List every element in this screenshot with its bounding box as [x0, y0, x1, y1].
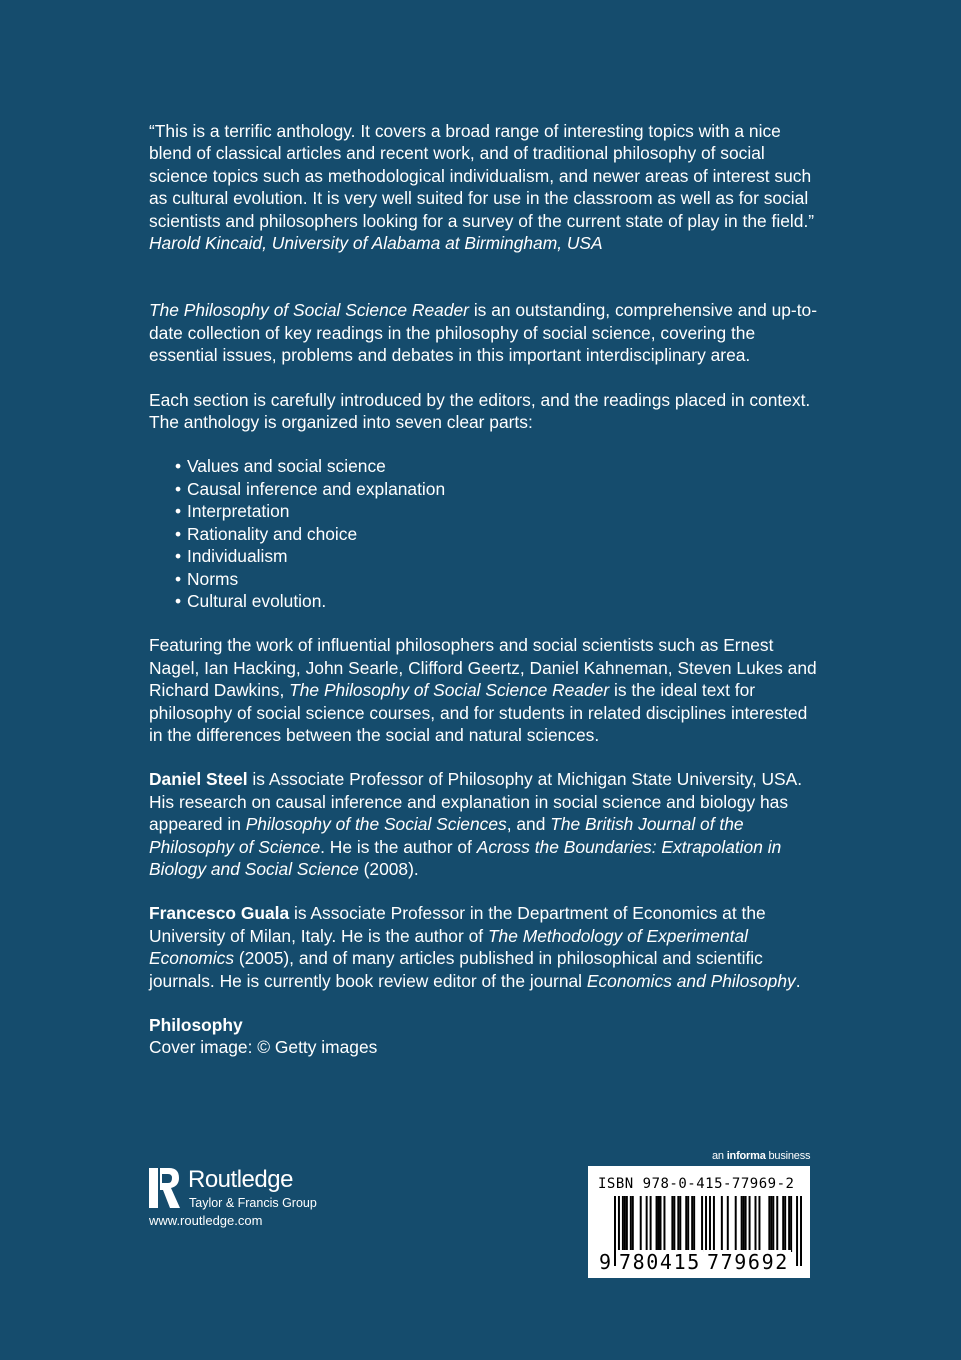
- informa-tagline: an informa business: [712, 1150, 811, 1162]
- parts-list-item-label: Individualism: [187, 546, 288, 567]
- ean-first-digit: 9: [599, 1250, 612, 1274]
- barcode-bar: [658, 1196, 660, 1252]
- barcode-bar: [693, 1196, 695, 1252]
- barcode-bar: [671, 1196, 673, 1252]
- editor-bio-guala: Francesco Guala is Associate Professor in the Department of Economics at the University of Milan, Italy. He is the author of The Methodology of Experimental Economics (2005), and of many articles published in philosophical and scientific journals. He is currently book review editor of the journal Economics and Philosophy.: [149, 903, 801, 991]
- description-paragraph-2: Each section is carefully introduced by the editors, and the readings placed in context. The anthology is organized into seven clear parts:: [149, 389, 811, 433]
- barcode-bar: [614, 1196, 616, 1266]
- editor-bio-steel: Daniel Steel is Associate Professor of Philosophy at Michigan State University, USA. His research on causal inference and explanation in social science and biology has appeared in Philosophy of the Social Sciences, and The British Journal of the Philosophy of Science. He is the author of Across the Boundaries: Extrapolation in Biology and Social Science (2008).: [149, 769, 803, 879]
- barcode-bar: [701, 1196, 703, 1252]
- barcode-bar: [677, 1196, 679, 1252]
- parts-list-item-label: Norms: [187, 568, 239, 589]
- parts-list-item: [149, 500, 817, 522]
- barcode-bar: [727, 1196, 729, 1252]
- barcode-bar: [640, 1196, 642, 1252]
- parts-list-item: [149, 523, 817, 545]
- parts-list-item: [149, 590, 817, 612]
- barcode-bar: [770, 1196, 772, 1252]
- parts-list-item: [149, 568, 817, 590]
- parts-list-item: [149, 478, 817, 500]
- barcode-bar: [796, 1196, 798, 1266]
- barcode-bar: [679, 1196, 681, 1252]
- barcode-bar: [776, 1196, 778, 1252]
- bullet-icon: •: [175, 523, 182, 544]
- routledge-r-icon: [149, 1166, 181, 1210]
- barcode-bar: [755, 1196, 757, 1252]
- barcode-bar: [630, 1196, 632, 1252]
- parts-list-item-label: Rationality and choice: [187, 523, 358, 544]
- barcode-bar: [743, 1196, 745, 1252]
- ean-right-digits: 779692: [707, 1250, 789, 1274]
- book-title-ref: The Philosophy of Social Science Reader: [289, 680, 610, 701]
- bullet-icon: •: [175, 590, 182, 611]
- parts-list-item-label: Interpretation: [187, 501, 290, 522]
- barcode-bar: [735, 1196, 737, 1252]
- barcode-bar: [656, 1196, 658, 1252]
- isbn-barcode: [588, 1166, 810, 1278]
- parts-list-item-label: Values and social science: [187, 456, 386, 477]
- bullet-icon: •: [175, 501, 182, 522]
- publisher-group: Taylor & Francis Group: [189, 1196, 317, 1210]
- barcode-bar: [741, 1196, 743, 1252]
- publisher-name: Routledge: [188, 1166, 293, 1193]
- book-title-ref: The Philosophy of Social Science Reader: [149, 300, 469, 321]
- barcode-bar: [626, 1196, 628, 1252]
- parts-list-item: [149, 545, 817, 567]
- bullet-icon: •: [175, 568, 182, 589]
- bullet-icon: •: [175, 546, 182, 567]
- barcode-bar: [782, 1196, 784, 1252]
- editor-name: Daniel Steel: [149, 769, 248, 790]
- review-quote: [149, 120, 817, 254]
- editor-name: Francesco Guala: [149, 903, 290, 924]
- review-quote-text: “This is a terrific anthology. It covers a broad range of interesting topics with a nice blend of classical articles and recent work, and of traditional philosophy of social science topics such as methodological individualism, and newer areas of interest such as cultural evolution. It is very well suited for use in the classroom as well as for social scientists and philosophers looking for a survey of the current state of play in the field.”: [149, 121, 815, 231]
- barcode-bar: [784, 1196, 786, 1252]
- parts-list-item-label: Causal inference and explanation: [187, 478, 446, 499]
- bullet-icon: •: [175, 456, 182, 477]
- barcode-bar: [624, 1196, 626, 1252]
- barcode-bar: [745, 1196, 747, 1252]
- barcode-bar: [687, 1196, 689, 1252]
- barcode-bar: [788, 1196, 790, 1252]
- barcode-bar: [691, 1196, 693, 1252]
- barcode-bar: [663, 1196, 665, 1252]
- cover-credit: Cover image: © Getty images: [149, 1037, 378, 1058]
- back-cover-text: [149, 120, 817, 1059]
- bullet-icon: •: [175, 478, 182, 499]
- publisher-url[interactable]: www.routledge.com: [149, 1213, 263, 1228]
- barcode-bar: [768, 1196, 770, 1252]
- barcode-bar: [622, 1196, 624, 1252]
- barcode-bar: [632, 1196, 634, 1252]
- subject-category: Philosophy: [149, 1015, 243, 1035]
- barcode-bar: [650, 1196, 652, 1252]
- barcode-bar: [713, 1196, 715, 1252]
- barcode-bar: [673, 1196, 675, 1252]
- barcode-bar: [660, 1196, 662, 1252]
- review-attribution: Harold Kincaid, University of Alabama at Birmingham, USA: [149, 233, 603, 254]
- barcode-bar: [758, 1196, 760, 1252]
- parts-list-item-label: Cultural evolution.: [187, 590, 327, 611]
- parts-list: [149, 455, 817, 612]
- barcode-bar: [685, 1196, 687, 1252]
- routledge-logo: [149, 1164, 349, 1234]
- barcode-bar: [800, 1196, 802, 1266]
- description-paragraph-1: The Philosophy of Social Science Reader is an outstanding, comprehensive and up-to-date collection of key readings in the philosophy of social science, covering the essential issues, problems and debates in this important interdisciplinary area.: [149, 300, 818, 366]
- isbn-label: ISBN 978-0-415-77969-2: [598, 1176, 795, 1192]
- barcode-bar: [772, 1196, 774, 1252]
- barcode-bar: [646, 1196, 648, 1252]
- ean-left-digits: 780415: [619, 1250, 701, 1274]
- barcode-bar: [749, 1196, 751, 1252]
- barcode-bar: [790, 1196, 792, 1252]
- description-paragraph-3: Featuring the work of influential philosophers and social scientists such as Ernest Nagel, Ian Hacking, John Searle, Clifford Geertz, Daniel Kahneman, Steven Lukes and Richard Dawkins, The Philosophy of Social Science Reader is the ideal text for philosophy of social science courses, and for students in related disciplines interested in the differences between the social and natural sciences.: [149, 635, 817, 745]
- parts-list-item: [149, 455, 817, 477]
- barcode-bar: [721, 1196, 723, 1252]
